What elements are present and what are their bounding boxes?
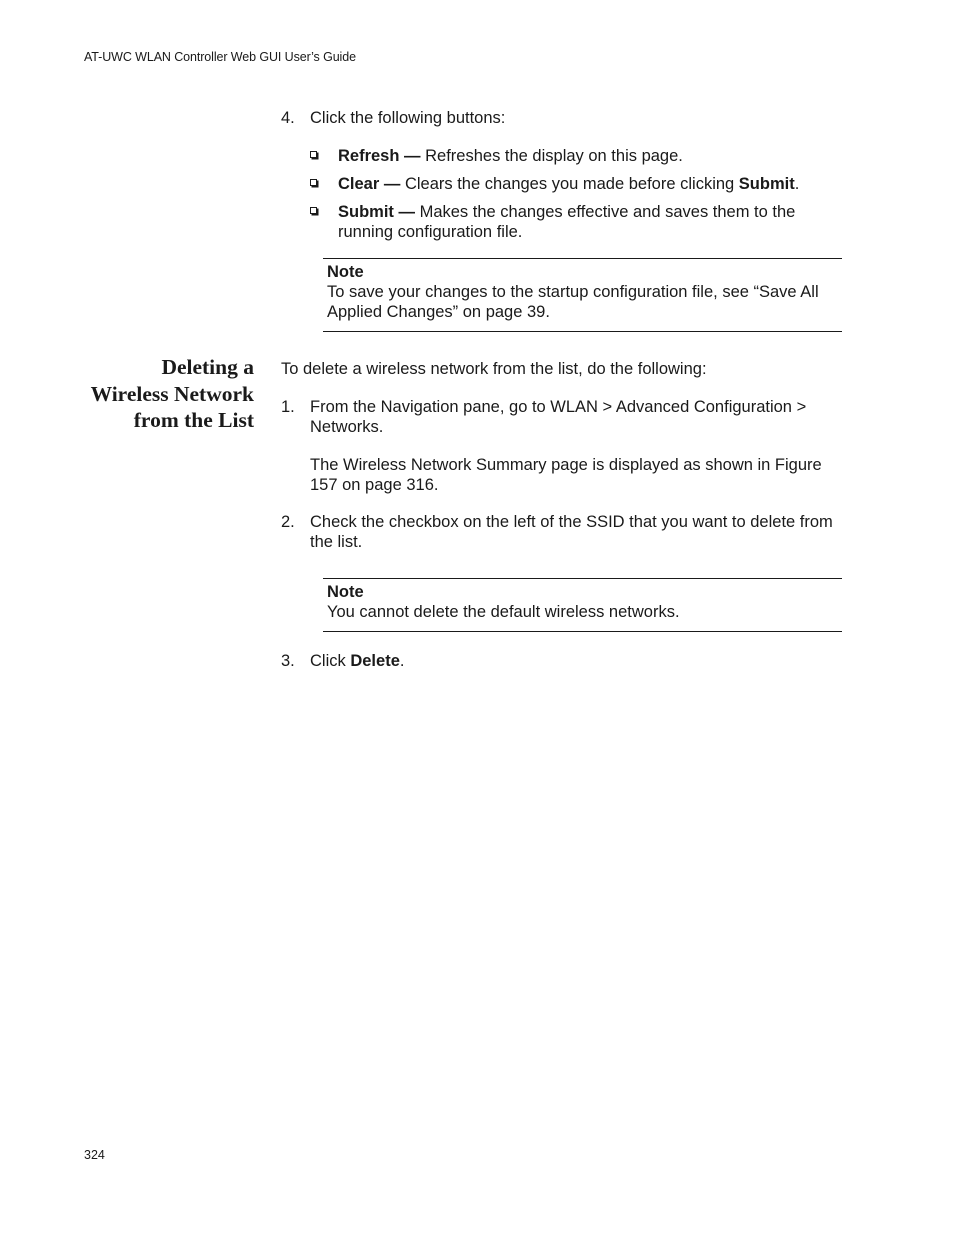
square-bullet-icon	[310, 179, 317, 186]
bullet-description: Refreshes the display on this page.	[420, 147, 683, 165]
note-title: Note	[327, 583, 364, 601]
step-3	[281, 651, 841, 671]
step-number: 3.	[281, 652, 295, 670]
step-text: Check the checkbox on the left of the SSID that you want to delete from the list.	[310, 513, 833, 551]
note-title: Note	[327, 263, 364, 281]
bullet-description: Makes the changes effective and saves them to the running configuration file.	[338, 203, 796, 241]
note-text: You cannot delete the default wireless networks.	[327, 603, 680, 621]
bullet-clear	[310, 174, 841, 194]
step-number: 1.	[281, 398, 295, 416]
bullet-term: Clear —	[338, 175, 401, 193]
step-number: 2.	[281, 513, 295, 531]
step-text	[310, 651, 841, 671]
page-number: 324	[84, 1148, 105, 1162]
step-4	[281, 108, 841, 128]
bullet-text	[338, 202, 841, 242]
bullet-term: Refresh —	[338, 147, 421, 165]
section-heading	[60, 354, 254, 434]
bullet-inline-bold: Submit	[738, 175, 795, 193]
step-2	[281, 512, 841, 552]
running-header: AT-UWC WLAN Controller Web GUI User’s Guide	[84, 50, 356, 64]
step-text-end: .	[399, 652, 405, 670]
section-heading-line: Deleting a	[161, 355, 254, 379]
note-text: To save your changes to the startup configuration file, see “Save All Applied Changes” on page 39.	[327, 283, 819, 321]
note-box	[323, 578, 842, 632]
step-text: Click the following buttons:	[310, 109, 506, 127]
step-number: 4.	[281, 109, 295, 127]
note-box	[323, 258, 842, 332]
step-text: From the Navigation pane, go to WLAN > Advanced Configuration > Networks.	[310, 398, 807, 436]
bullet-description: Clears the changes you made before clicking	[400, 175, 739, 193]
square-bullet-icon	[310, 151, 317, 158]
bullet-text	[338, 174, 841, 194]
section-intro: To delete a wireless network from the list, do the following:	[281, 360, 707, 378]
step-text-start: Click	[310, 652, 351, 670]
bullet-text	[338, 146, 841, 166]
section-heading-line: Wireless Network	[90, 381, 254, 406]
bullet-term: Submit —	[338, 203, 415, 221]
bullet-description-end: .	[794, 175, 800, 193]
bullet-submit	[310, 202, 841, 242]
step-1	[281, 397, 841, 437]
step-followup: The Wireless Network Summary page is displayed as shown in Figure 157 on page 316.	[310, 456, 822, 494]
step-inline-bold: Delete	[350, 652, 400, 670]
square-bullet-icon	[310, 207, 317, 214]
bullet-refresh	[310, 146, 841, 166]
section-heading-line: from the List	[133, 408, 254, 432]
